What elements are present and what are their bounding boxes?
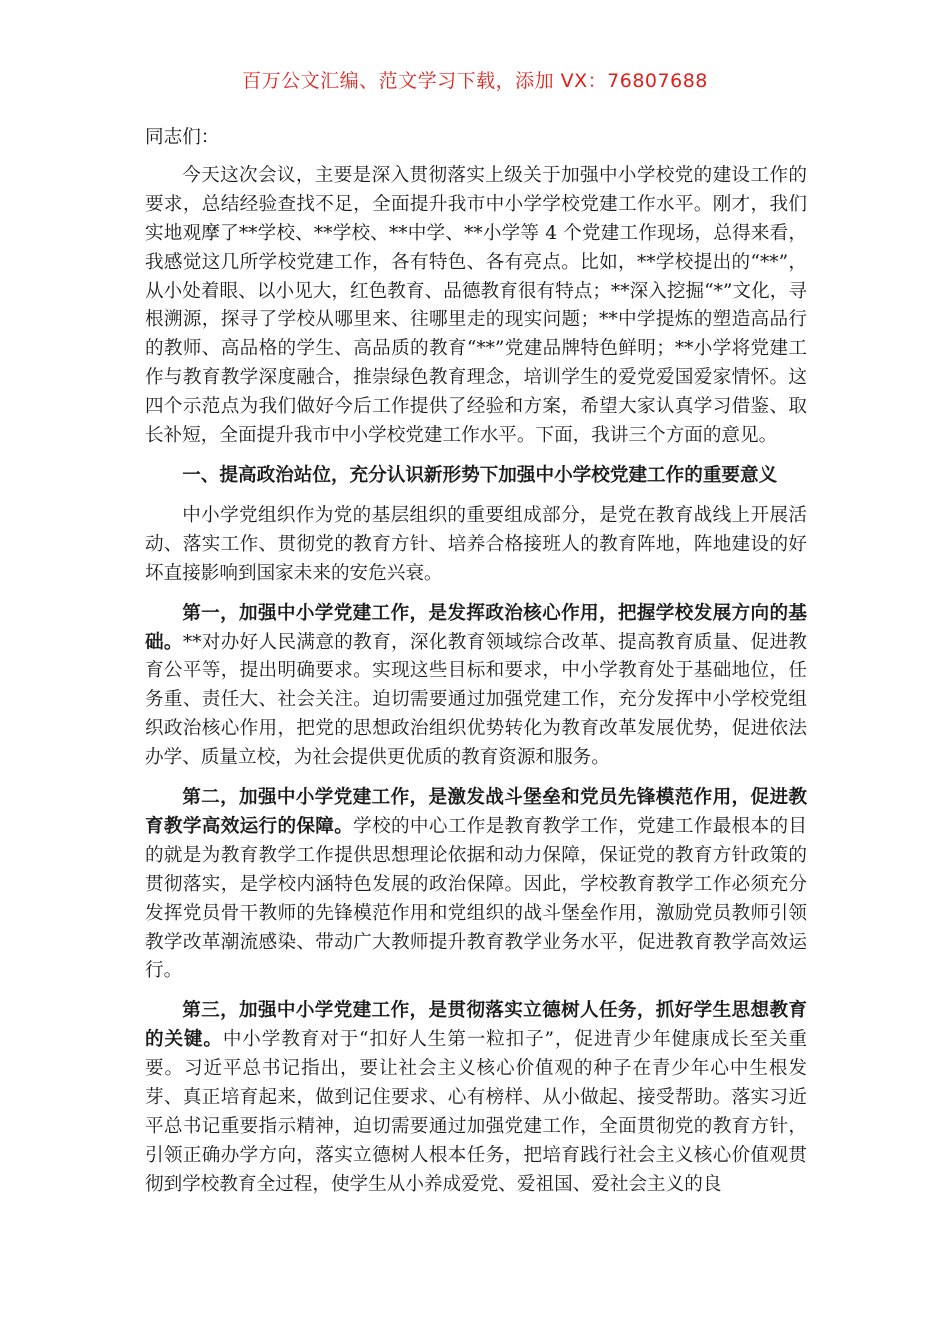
point-1-body: **对办好人民满意的教育，深化教育领域综合改革、提高教育质量、促进教育公平等，提出明确要求。实现这些目标和要求，中小学教育处于基础地位，任务重、责任大、社会关注。迫切需要通过加强党建工作，充分发挥中小学校党组织政治核心作用，把党的思想政治组织优势转化为教育改革发展优势，促进依法办学、质量立校，为社会提供更优质的教育资源和服务。: [145, 631, 807, 769]
point-2-paragraph: [145, 784, 807, 986]
section-heading-1: 一、提高政治站位，充分认识新形势下加强中小学校党建工作的重要意义: [182, 464, 778, 486]
point-3-body: 中小学教育对于“扣好人生第一粒扣子”，促进青少年健康成长至关重要。习近平总书记指出，要让社会主义核心价值观的种子在青少年心中生根发芽、真正培育起来，做到记住要求、心有榜样、从小做起、接受帮助。落实习近平总书记重要指示精神，迫切需要通过加强党建工作，全面贯彻党的教育方针，引领正确办学方向，落实立德树人根本任务，把培育践行社会主义核心价值观贯彻到学校教育全过程，使学生从小养成爱党、爱祖国、爱社会主义的良: [145, 1029, 807, 1195]
section1-intro-paragraph: 中小学党组织作为党的基层组织的重要组成部分，是党在教育战线上开展活动、落实工作、贯彻党的教育方针、培养合格接班人的教育阵地，阵地建设的好坏直接影响到国家未来的安危兴衰。: [145, 504, 807, 584]
point-1-paragraph: [145, 600, 807, 773]
point-3-paragraph: [145, 997, 807, 1199]
header-banner: 百万公文汇编、范文学习下载，添加 VX：76807688: [242, 70, 708, 92]
salutation: 同志们：: [145, 127, 220, 148]
point-3-lead: 第三，加强中小学党建工作，是贯彻落实立德树人任务，抓好学生思想教育的关键。: [145, 1000, 807, 1051]
intro-paragraph: 今天这次会议，主要是深入贯彻落实上级关于加强中小学校党的建设工作的要求，总结经验查找不足，全面提升我市中小学学校党建工作水平。刚才，我们实地观摩了**学校、**学校、**中学、**小学等 4 个党建工作现场，总得来看，我感觉这几所学校党建工作，各有特色、各有亮点。比如，**学校提出的“**”，从小处着眼、以小见大，红色教育、品德教育很有特点；**深入挖掘“*”文化，寻根溯源，探寻了学校从哪里来、往哪里走的现实问题；**中学提炼的塑造高品行的教师、高品格的学生、高品质的教育“**”党建品牌特色鲜明；**小学将党建工作与教育教学深度融合，推崇绿色教育理念，培训学生的爱党爱国爱家情怀。这四个示范点为我们做好今后工作提供了经验和方案，希望大家认真学习借鉴、取长补短，全面提升我市中小学校党建工作水平。下面，我讲三个方面的意见。: [145, 164, 807, 447]
point-1-lead: 第一，加强中小学党建工作，是发挥政治核心作用，把握学校发展方向的基础。: [145, 602, 807, 653]
point-2-lead: 第二，加强中小学党建工作，是激发战斗堡垒和党员先锋模范作用，促进教育教学高效运行的保障。: [145, 787, 807, 837]
point-2-body: 学校的中心工作是教育教学工作，党建工作最根本的目的就是为教育教学工作提供思想理论依据和动力保障，保证党的教育方针政策的贯彻落实，是学校内涵特色发展的政治保障。因此，学校教育教学工作必须充分发挥党员骨干教师的先锋模范作用和党组织的战斗堡垒作用，激励党员教师引领教学改革潮流感染、带动广大教师提升教育教学业务水平，促进教育教学高效运行。: [145, 815, 807, 982]
document-body: [145, 124, 807, 1211]
